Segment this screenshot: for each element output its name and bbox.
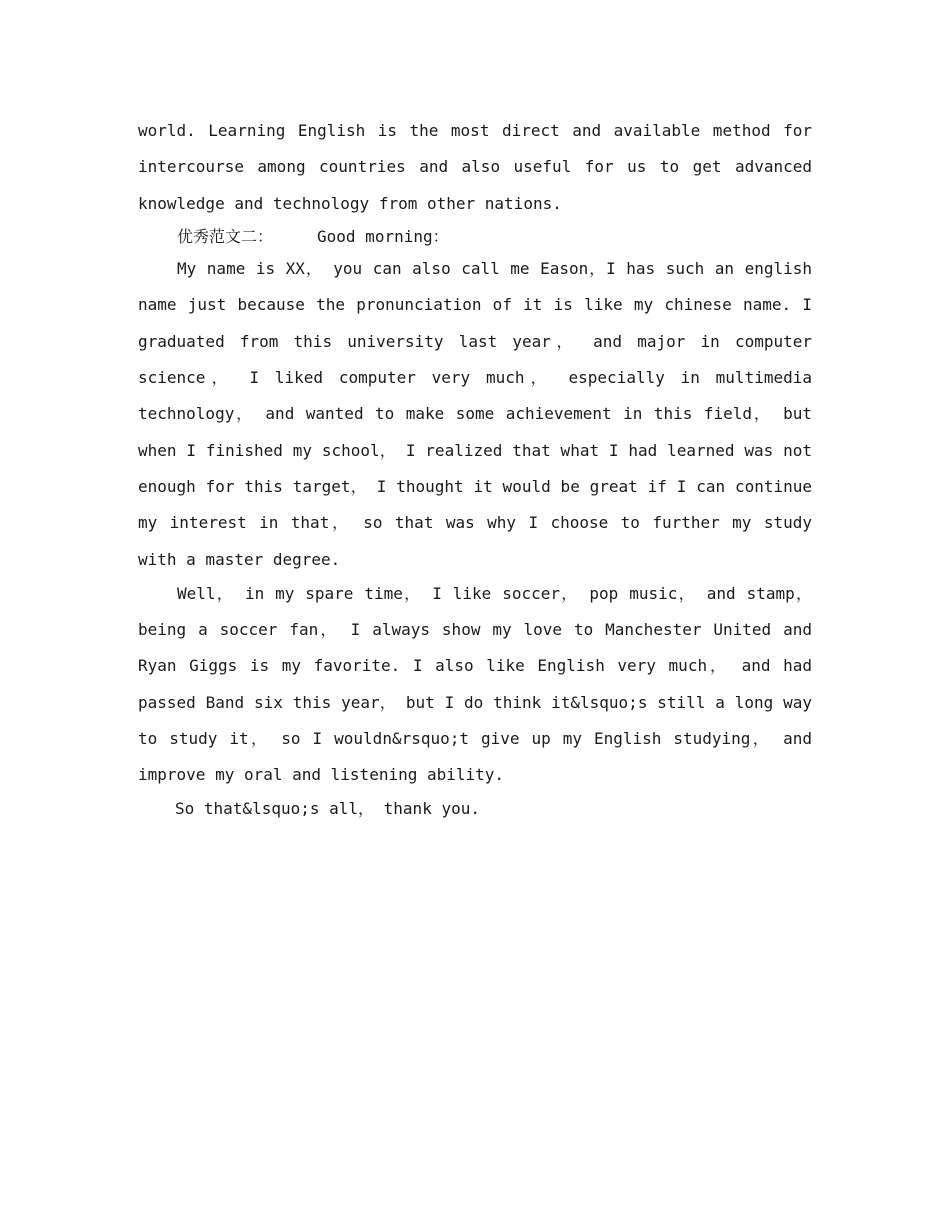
document-body — [138, 113, 812, 827]
paragraph-hobbies: Well， in my spare time， I like soccer， pop music， and stamp， being a soccer fan， I always show my love to Manchester United and Ryan Giggs is my favorite. I also like English very much， and had passed Band six this year， but I do think it&lsquo;s still a long way to study it， so I wouldn&rsquo;t give up my English studying， and improve my oral and listening ability. — [138, 583, 813, 785]
paragraph-self-intro: My name is XX， you can also call me Eason，I has such an english name just because the pronunciation of it is like my chinese name. I graduated from this university last year， and major in computer science， I liked computer very much， especially in multimedia technology， and wanted to make some achievement in this field， but when I finished my school， I realized that what I had learned was not enough for this target， I thought it would be great if I can continue my interest in that， so that was why I choose to further my study with a master degree. — [138, 259, 813, 569]
sample-heading — [138, 219, 812, 255]
sample-heading-greeting: Good morning： — [317, 226, 449, 246]
paragraph-closing: So that&lsquo;s all， thank you. — [175, 798, 480, 818]
sample-heading-label: 优秀范文二： — [177, 226, 274, 246]
paragraph-intro: world. Learning English is the most direct and available method for intercourse among countries and also useful for us to get advanced knowledge and technology from other nations. — [138, 121, 812, 213]
